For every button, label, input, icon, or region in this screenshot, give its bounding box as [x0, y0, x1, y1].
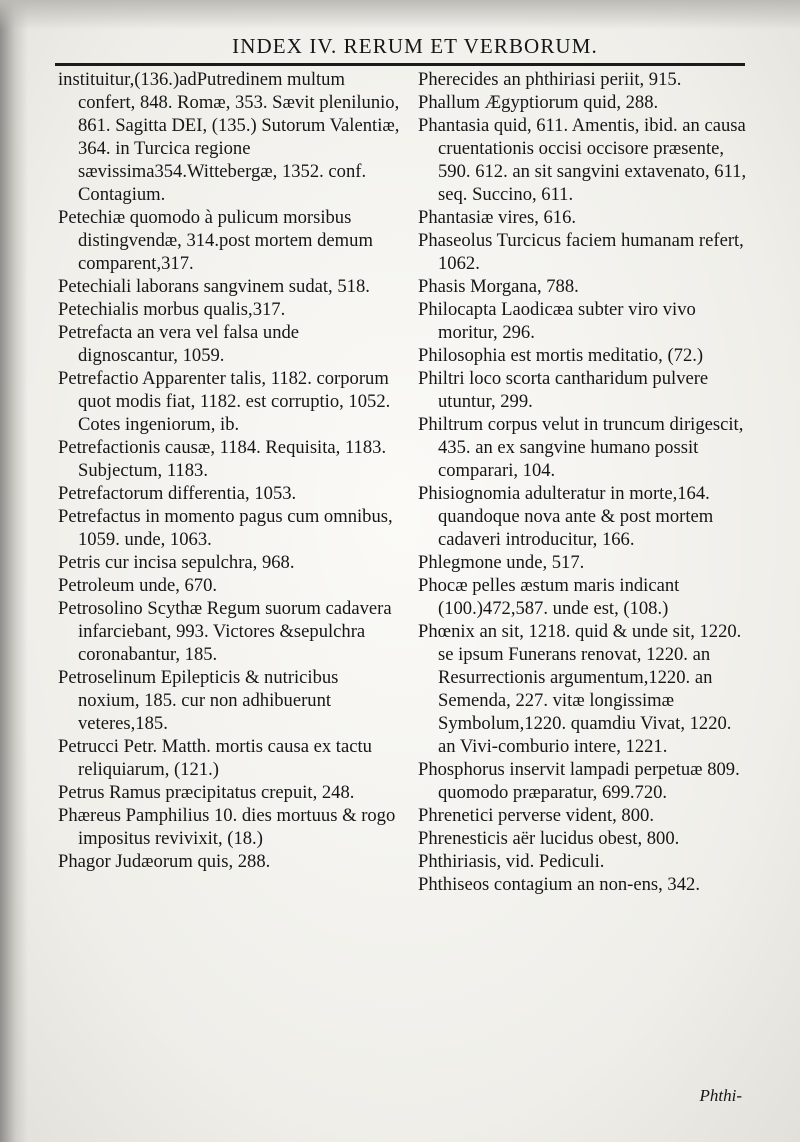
index-entry: Philosophia est mortis meditatio, (72.) [418, 345, 704, 366]
index-entry: Petroleum unde, 670. [58, 575, 218, 596]
index-entry: Phrenetici perverse vident, 800. [418, 805, 654, 826]
right-column [418, 68, 751, 896]
index-entry: Phœnix an sit, 1218. quid & unde sit, 1220. se ipsum Funerans renovat, 1220. an Resurrectionis argumentum,1220. an Semenda, 227. vitæ longissimæ Symbolum,1220. quamdiu Vivat, 1220. an Vivi-comburio intere, 1221. [418, 621, 746, 757]
index-entry: Petrus Ramus præcipitatus crepuit, 248. [58, 782, 355, 803]
index-entry: Petechiæ quomodo à pulicum morsibus distingvendæ, 314.post mortem demum comparent,317. [58, 207, 378, 274]
index-entry: Phosphorus inservit lampadi perpetuæ 809. quomodo præparatur, 699.720. [418, 759, 745, 803]
index-entry: Phthiriasis, vid. Pediculi. [418, 851, 605, 872]
index-entry: Philtri loco scorta cantharidum pulvere utuntur, 299. [418, 368, 713, 412]
index-entry: Philocapta Laodicæa subter viro vivo moritur, 296. [418, 299, 701, 343]
catchword: Phthi- [699, 1086, 742, 1105]
index-entry: Phthiseos contagium an non-ens, 342. [418, 874, 700, 895]
index-entry: Petrefactio Apparenter talis, 1182. corporum quot modis fiat, 1182. est corruptio, 1052. Cotes ingeniorum, ib. [58, 368, 395, 435]
binding-shadow [0, 0, 28, 1142]
index-entry: Phantasiæ vires, 616. [418, 207, 577, 228]
header-rule [55, 63, 745, 66]
index-entry: Philtrum corpus velut in truncum dirigescit, 435. an ex sangvine humano possit comparari, 104. [418, 414, 749, 481]
index-entry: Petechialis morbus qualis,317. [58, 299, 286, 320]
index-entry: instituitur,(136.)adPutredinem multum confert, 848. Romæ, 353. Sævit plenilunio, 861. Sagitta DEI, (135.) Sutorum Valentiæ, 364. in Turcica regione sævissima354.Wittebergæ, 1352. conf. Contagium. [58, 69, 405, 205]
index-entry: Phæreus Pamphilius 10. dies mortuus & rogo impositus revivixit, (18.) [58, 805, 400, 849]
index-entry: Phisiognomia adulteratur in morte,164. quandoque nova ante & post mortem cadaveri introducitur, 166. [418, 483, 718, 550]
index-entry: Petris cur incisa sepulchra, 968. [58, 552, 295, 573]
index-entry: Petroselinum Epilepticis & nutricibus noxium, 185. cur non adhibuerunt veteres,185. [58, 667, 344, 734]
index-entry: Phaseolus Turcicus faciem humanam refert, 1062. [418, 230, 749, 274]
index-entry: Phrenesticis aër lucidus obest, 800. [418, 828, 680, 849]
index-entry: Phlegmone unde, 517. [418, 552, 585, 573]
left-column [58, 68, 403, 873]
index-entry: Phocæ pelles æstum maris indicant (100.)472,587. unde est, (108.) [418, 575, 684, 619]
index-entry: Pherecides an phthiriasi periit, 915. [418, 69, 682, 90]
index-entry: Petrefacta an vera vel falsa unde dignoscantur, 1059. [58, 322, 304, 366]
index-entry: Petrucci Petr. Matth. mortis causa ex tactu reliquiarum, (121.) [58, 736, 377, 780]
running-header: INDEX IV. RERUM ET VERBORUM. [232, 34, 598, 58]
index-entry: Phallum Ægyptiorum quid, 288. [418, 92, 659, 113]
index-entry: Phasis Morgana, 788. [418, 276, 579, 297]
index-entry: Petrosolino Scythæ Regum suorum cadavera infarciebant, 993. Victores &sepulchra coronabantur, 185. [58, 598, 397, 665]
index-entry: Phagor Judæorum quis, 288. [58, 851, 271, 872]
index-entry: Petrefactorum differentia, 1053. [58, 483, 297, 504]
index-entry: Petrefactus in momento pagus cum omnibus, 1059. unde, 1063. [58, 506, 398, 550]
index-entry: Petrefactionis causæ, 1184. Requisita, 1183. Subjectum, 1183. [58, 437, 391, 481]
top-edge-shadow [0, 0, 800, 30]
index-entry: Phantasia quid, 611. Amentis, ibid. an causa cruentationis occisi occisore præsente, 590. 612. an sit sangvini extavenato, 611, seq. Succino, 611. [418, 115, 751, 205]
index-entry: Petechiali laborans sangvinem sudat, 518. [58, 276, 370, 297]
